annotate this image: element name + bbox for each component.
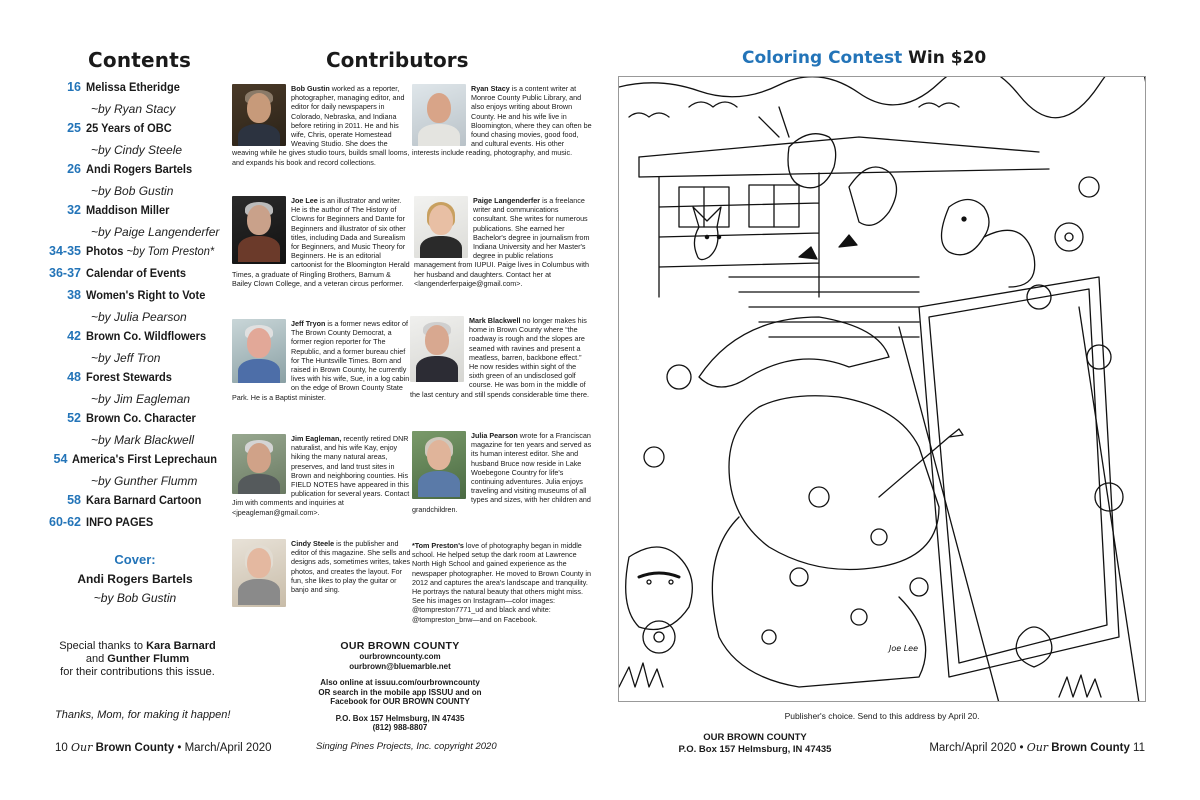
copyright: Singing Pines Projects, Inc. copyright 2020 [316, 741, 497, 752]
bio-name: Ryan Stacy [471, 84, 510, 93]
toc-byline: ~by Jeff Tron [91, 351, 161, 365]
thanks-name-1: Kara Barnard [146, 640, 216, 652]
toc-page: 48 [67, 370, 81, 384]
toc-title-text: Photos [86, 244, 124, 258]
bio-text: wrote for a Franciscan magazine for ten years and served as its human interest editor. She and husband Bruce now reside in Lake Woebegone Country for life's continuing adventures. Julia enjoys traveling and visiting museums of all types and sizes, with her children and grandchildren. [412, 431, 592, 514]
toc-page: 38 [67, 288, 81, 302]
bio-text: love of photography began in middle school. He helped setup the dark room at Lawrence North High School and gained experience as the newspaper photographer. He moved to Brown County in 2012 and captures the area's landscape and tranquility. He portrays the natural beauty that others might miss. See his images on Instagram—color images: @tompreston7771_ud and black and white: @tompreston_bnw—and on Facebook. [412, 541, 591, 624]
bio-name: Jim Eagleman, [291, 434, 342, 443]
toc-entry[interactable] [40, 244, 230, 264]
toc-title: America's First Leprechaun [72, 452, 218, 466]
footer-right [929, 741, 1145, 754]
publisher-phone: (812) 988-8807 [372, 723, 428, 732]
bio-text: is the publisher and editor of this magazine. She sells and designs ads, sometimes writes, takes photos, and creates the layout. For fun, she likes to play the guitar or banjo and sing. [291, 539, 411, 595]
toc-page: 52 [67, 411, 81, 425]
issue-date: March/April 2020 • [929, 742, 1024, 754]
bio-tom-preston [412, 541, 596, 624]
toc-page: 16 [67, 80, 81, 94]
toc-title [86, 244, 214, 258]
bio-mark-blackwell [410, 316, 590, 399]
bio-jim-eagleman [232, 434, 412, 517]
toc-byline: ~by Jim Eagleman [91, 392, 191, 406]
mom-note: Thanks, Mom, for making it happen! [55, 709, 231, 721]
contributors-heading: Contributors [326, 48, 469, 72]
artist-signature: Joe Lee [889, 644, 919, 653]
bio-text: is a former news editor of The Brown County Democrat, a former region reporter for The Republic, and a former bureau chief for The Huntsville Times. Born and raised in Brown County, he currently lives with his wife, Sue, in a log cabin on the edge of Brown County State Park. He is a Baptist minister. [232, 319, 410, 402]
bio-jeff-tryon [232, 319, 412, 402]
cover-label: Cover: [114, 552, 156, 567]
thanks-suffix: for their contributions this issue. [60, 666, 215, 678]
bio-name: *Tom Preston's [412, 541, 464, 550]
coloring-page-illustration [618, 76, 1146, 702]
toc-title: Melissa Etheridge [86, 80, 180, 94]
toc-page: 42 [67, 329, 81, 343]
toc-entry[interactable] [40, 121, 230, 160]
toc-entry[interactable] [40, 370, 230, 409]
portrait-photo [232, 84, 286, 146]
toc-byline: ~by Ryan Stacy [91, 102, 176, 116]
toc-byline: ~by Paige Langenderfer [91, 225, 220, 239]
bio-text: recently retired DNR naturalist, and his wife Kay, enjoy hiking the many natural areas, preserves, and land trust sites in Brown and neighboring counties. His FIELD NOTES have appeared in this publication for several years. Contact Jim with comments and inquiries at <jpeagleman@gmail.com>. [232, 434, 410, 517]
bio-text: worked as a reporter, photographer, managing editor, and editor for daily newspapers in Colorado, Nebraska, and Indiana before retiring in 2011. He and his wife, Chris, operate Homestead Weaving Studio. She does the weaving while he gives studio tours, builds small looms, and expands his book and record collections. [232, 84, 410, 167]
toc-byline: ~by Julia Pearson [91, 310, 187, 324]
portrait-photo [232, 434, 286, 494]
special-thanks [40, 640, 235, 679]
toc-page: 34-35 [49, 244, 81, 258]
toc-title: Brown Co. Wildflowers [86, 329, 207, 343]
toc-page: 25 [67, 121, 81, 135]
thanks-and: and [85, 653, 105, 665]
toc-title: INFO PAGES [86, 515, 154, 529]
portrait-photo [412, 431, 466, 499]
portrait-photo [232, 319, 286, 383]
bio-text: is an illustrator and writer. He is the author of The History of Clowns for Beginners and Dante for Beginners and illustrator of six other titles, including Dada and Surealism for Beginners, and Music Theory for Beginners. He is an editorial cartoonist for the Bloomington Herald Times, a graduate of Ringling Brothers, Barnum & Bailey Clown College, and a veteran circus performer. [232, 196, 410, 288]
bio-joe-lee [232, 196, 412, 288]
bio-julia-pearson [412, 431, 592, 514]
toc-page: 60-62 [49, 515, 81, 529]
toc-page: 58 [67, 493, 81, 507]
toc-entry[interactable] [40, 515, 230, 535]
contest-mail-address [660, 732, 850, 755]
bio-text: is a content writer at Monroe County Public Library, and also enjoys writing about Brown County. He and his wife live in Bloomington, where they can often be found chasing movies, good food, and cultural events. His other interests include reading, photography, and music. [412, 84, 592, 158]
contest-caption: Publisher's choice. Send to this address by April 20. [784, 711, 980, 721]
bio-name: Julia Pearson [471, 431, 518, 440]
contest-heading [742, 48, 986, 68]
toc-page: 36-37 [49, 266, 81, 280]
toc-byline: ~by Mark Blackwell [91, 433, 195, 447]
publisher-site[interactable]: ourbrowncounty.com [359, 652, 441, 661]
bio-name: Jeff Tryon [291, 319, 326, 328]
toc-page: 54 [53, 452, 68, 466]
magazine-our: Our [71, 741, 93, 754]
toc-byline: ~by Tom Preston* [123, 244, 215, 258]
publisher-address: P.O. Box 157 Helmsburg, IN 47435 [335, 713, 465, 723]
toc-entry[interactable] [40, 452, 230, 491]
table-of-contents [40, 80, 230, 537]
toc-entry[interactable] [40, 266, 230, 286]
portrait-photo [412, 84, 466, 146]
publisher-name: OUR BROWN COUNTY [340, 640, 460, 652]
toc-entry[interactable] [40, 288, 230, 327]
bio-bob-gustin [232, 84, 412, 167]
portrait-photo [410, 316, 464, 382]
cover-title: Andi Rogers Bartels [77, 572, 193, 586]
publisher-email[interactable]: ourbrown@bluemarble.net [349, 661, 451, 671]
online-line-3: Facebook for OUR BROWN COUNTY [330, 697, 470, 706]
publisher-info [300, 640, 500, 733]
bio-name: Mark Blackwell [469, 316, 521, 325]
bio-cindy-steele [232, 539, 412, 609]
toc-byline: ~by Bob Gustin [91, 184, 174, 198]
toc-title: Brown Co. Character [86, 411, 196, 425]
toc-title: Maddison Miller [86, 203, 170, 217]
toc-title: Women's Right to Vote [86, 288, 206, 302]
toc-byline: ~by Gunther Flumm [91, 474, 198, 488]
portrait-photo [232, 196, 286, 264]
bio-text: no longer makes his home in Brown County where “the roadway is rough and the slopes are seamed with ravines and present a meatless, barren, backbone effect.” He now resides within sight of the sixth green of an undisclosed golf course. He was born in the middle of the last century and still spends considerable time there. [410, 316, 589, 399]
bio-name: Cindy Steele [291, 539, 335, 548]
toc-title: Calendar of Events [86, 266, 187, 280]
bio-ryan-stacy [412, 84, 592, 158]
online-line-1: Also online at issuu.com/ourbrowncounty [320, 678, 480, 687]
contest-title: Coloring Contest [742, 48, 903, 68]
toc-title: Andi Rogers Bartels [86, 162, 193, 176]
toc-entry[interactable] [40, 411, 230, 450]
toc-title: Forest Stewards [86, 370, 172, 384]
contest-prize: Win $20 [908, 48, 987, 68]
page-number-right: 11 [1133, 742, 1145, 754]
bio-name: Bob Gustin [291, 84, 330, 93]
toc-entry[interactable] [40, 203, 230, 242]
thanks-prefix: Special thanks to [59, 640, 143, 652]
mail-box: P.O. Box 157 Helmsburg, IN 47435 [678, 743, 832, 755]
magazine-our: Our [1026, 741, 1049, 754]
cover-byline: ~by Bob Gustin [93, 591, 177, 605]
bio-paige-langenderfer [414, 196, 594, 288]
bio-text: is a freelance writer and communications consultant. She writes for numerous publications. She earned her Bachelor's degree in journalism from Indiana University and her Master's degree in public relations management from IUPUI. Paige lives in Columbus with her husband and daughters. Contact her at <langenderferpaige@gmail.com>. [414, 196, 590, 288]
toc-entry[interactable] [40, 329, 230, 368]
toc-title: 25 Years of OBC [86, 121, 172, 135]
thanks-name-2: Gunther Flumm [107, 653, 190, 665]
magazine-name: Brown County [1051, 742, 1130, 754]
toc-byline: ~by Cindy Steele [91, 143, 183, 157]
contents-heading: Contents [88, 48, 192, 72]
footer-left [55, 741, 272, 754]
bio-name: Paige Langenderfer [473, 196, 541, 205]
portrait-photo [414, 196, 468, 258]
toc-title: Kara Barnard Cartoon [86, 493, 202, 507]
page-number-left: 10 [55, 742, 68, 754]
toc-entry[interactable] [40, 162, 230, 201]
mail-name: OUR BROWN COUNTY [703, 732, 807, 743]
magazine-name: Brown County [95, 742, 175, 754]
online-line-2: OR search in the mobile app ISSUU and on [318, 687, 482, 697]
bio-name: Joe Lee [291, 196, 318, 205]
portrait-photo [232, 539, 286, 607]
issue-date: • March/April 2020 [177, 742, 272, 754]
toc-entry[interactable] [40, 493, 230, 513]
toc-page: 32 [67, 203, 81, 217]
toc-entry[interactable] [40, 80, 230, 119]
toc-page: 26 [67, 162, 81, 176]
